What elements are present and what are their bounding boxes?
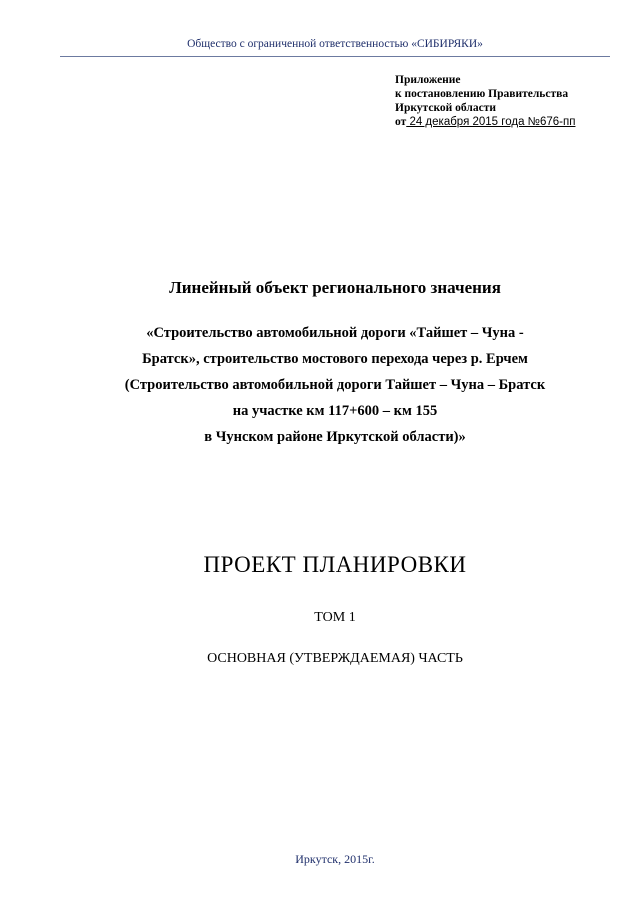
appendix-line-3: Иркутской области [395, 102, 496, 114]
object-description-line-2: Братск», строительство мостового перехода через р. Ерчем [142, 351, 528, 367]
appendix-date-line [395, 115, 635, 129]
object-title: Линейный объект регионального значения [169, 278, 501, 297]
appendix-line-2: к постановлению Правительства [395, 88, 569, 100]
object-description-line-1: «Строительство автомобильной дороги «Тайшет – Чуна - [146, 325, 524, 341]
organization-header: Общество с ограниченной ответственностью «СИБИРЯКИ» [187, 38, 483, 50]
object-description-line-5: в Чунском районе Иркутской области)» [204, 429, 466, 445]
object-description [60, 320, 610, 450]
footer-place-year: Иркутск, 2015г. [295, 852, 375, 866]
appendix-date-prefix: от [395, 116, 407, 128]
appendix-block [395, 73, 635, 129]
part-label: ОСНОВНАЯ (УТВЕРЖДАЕМАЯ) ЧАСТЬ [207, 651, 463, 666]
appendix-line-1: Приложение [395, 74, 461, 86]
object-description-line-3: (Строительство автомобильной дороги Тайшет – Чуна – Братск [124, 377, 546, 393]
appendix-date-value: 24 декабря 2015 года №676-пп [406, 116, 576, 128]
header-divider [60, 56, 610, 57]
volume-label: ТОМ 1 [314, 610, 356, 625]
object-description-line-4: на участке км 117+600 – км 155 [232, 403, 438, 419]
document-title: ПРОЕКТ ПЛАНИРОВКИ [203, 552, 467, 577]
